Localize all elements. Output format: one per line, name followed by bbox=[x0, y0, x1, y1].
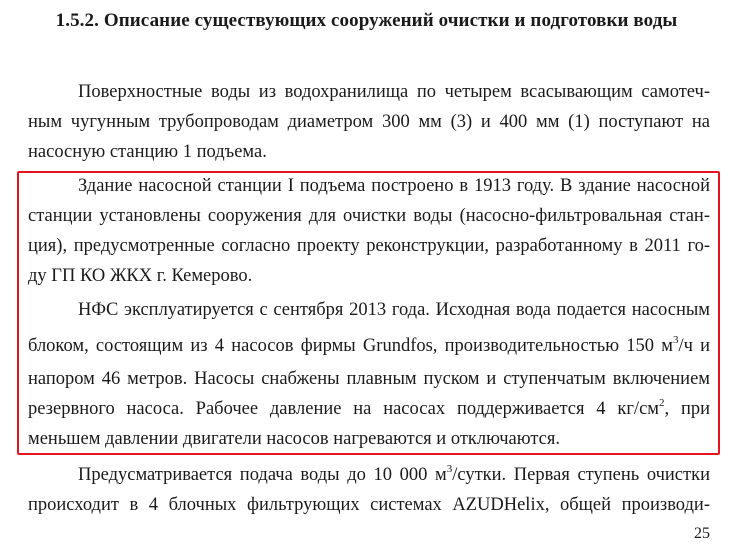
paragraph-3-line-2 bbox=[28, 334, 710, 358]
paragraph-3-line-4-text: резервного насоса. Рабочее давление на насосах поддерживается 4 кг/см bbox=[28, 399, 659, 419]
paragraph-2-line-2: станции установлены сооружения для очистки воды (насосно-фильтровальная стан- bbox=[28, 206, 710, 226]
paragraph-3-line-4 bbox=[28, 397, 710, 421]
paragraph-3-line-2-text: блоком, состоящим из 4 насосов фирмы Grundfos, производительностью 150 м bbox=[28, 336, 673, 356]
paragraph-3-line-2-tail: /ч и bbox=[678, 336, 710, 356]
paragraph-3-line-4-tail: , при bbox=[664, 399, 710, 419]
paragraph-3-line-1: НФС эксплуатируется с сентября 2013 года. Исходная вода подается насосным bbox=[78, 300, 710, 320]
superscript-cubic: 3 bbox=[446, 463, 453, 475]
section-heading: 1.5.2. Описание существующих сооружений очистки и подготовки воды bbox=[55, 10, 678, 31]
page-number: 25 bbox=[694, 525, 710, 542]
paragraph-4-line-1 bbox=[78, 463, 710, 487]
paragraph-2-line-3: ция), предусмотренные согласно проекту реконструкции, разработанному в 2011 го- bbox=[28, 236, 710, 256]
superscript-square: 2 bbox=[659, 397, 665, 409]
paragraph-2-line-1: Здание насосной станции I подъема построено в 1913 году. В здание насосной bbox=[78, 176, 710, 196]
paragraph-2-line-4: ду ГП КО ЖКХ г. Кемерово. bbox=[28, 266, 253, 286]
paragraph-1-line-1: Поверхностные воды из водохранилища по четырем всасывающим самотеч- bbox=[78, 82, 710, 102]
paragraph-1-line-3: насосную станцию 1 подъема. bbox=[28, 142, 267, 162]
paragraph-4-line-2: происходит в 4 блочных фильтрующих системах AZUDHelix, общей производи- bbox=[28, 495, 710, 515]
paragraph-4-line-1-tail: /сутки. Первая ступень очистки bbox=[452, 465, 710, 485]
superscript-cubic: 3 bbox=[672, 334, 679, 346]
paragraph-1-line-2: ным чугунным трубопроводам диаметром 300 мм (3) и 400 мм (1) поступают на bbox=[28, 112, 710, 132]
paragraph-3-line-5: меньшем давлении двигатели насосов нагреваются и отключаются. bbox=[28, 429, 561, 449]
paragraph-3-line-3: напором 46 метров. Насосы снабжены плавным пуском и ступенчатым включением bbox=[28, 369, 710, 389]
paragraph-4-line-1-text: Предусматривается подача воды до 10 000 м bbox=[78, 465, 447, 485]
